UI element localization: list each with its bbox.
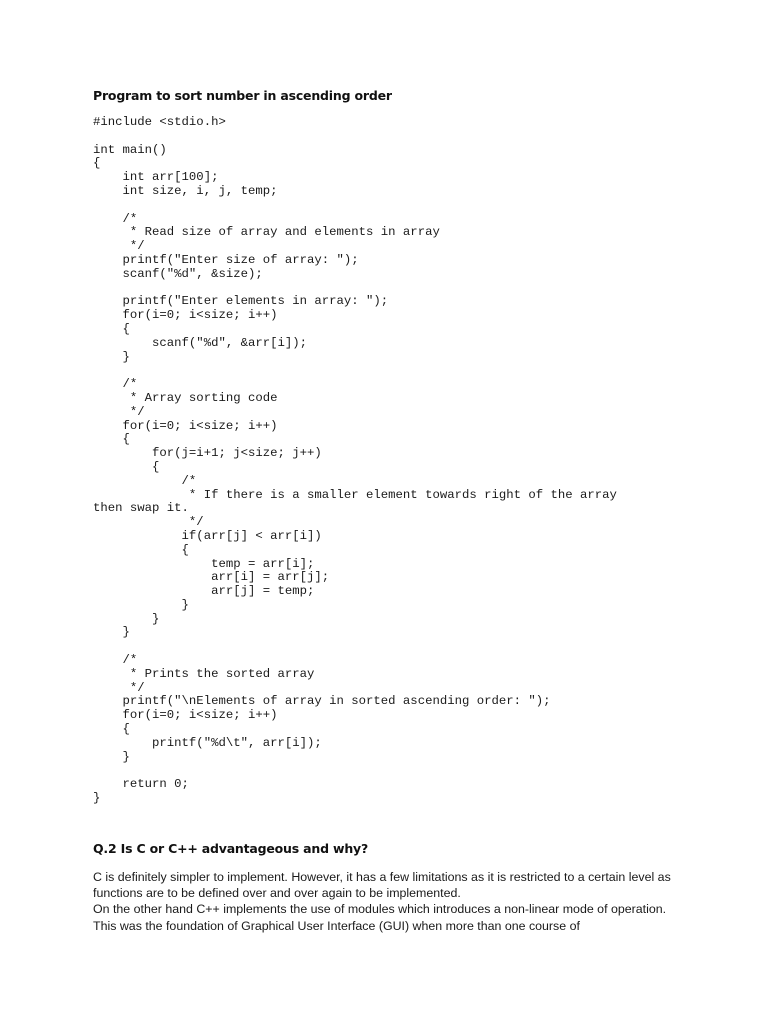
code-line: /* [93,377,138,392]
code-line: then swap it. [93,501,189,516]
code-line: * If there is a smaller element towards right of the array [93,487,617,502]
code-line [93,764,617,778]
code-line: int arr[100]; [93,170,219,185]
paragraph: C is definitely simpler to implement. However, it has a few limitations as it is restricted to a certain level as functions are to be defined over and over again to be implemented. [93,870,671,901]
code-line: { [93,432,130,447]
code-line: } [93,349,130,364]
code-line: printf("Enter size of array: "); [93,252,359,267]
code-line: for(i=0; i<size; i++) [93,308,278,323]
code-line: { [93,321,130,336]
code-line: for(j=i+1; j<size; j++) [93,446,322,461]
code-line: temp = arr[i]; [93,556,315,571]
code-line: /* [93,211,138,226]
code-line: int main() [93,142,167,157]
code-line: { [93,459,160,474]
code-line: * Array sorting code [93,390,278,405]
code-line: */ [93,515,204,530]
code-line: for(i=0; i<size; i++) [93,418,278,433]
code-line: } [93,611,160,626]
code-line: { [93,156,101,171]
answer-text [93,869,673,934]
code-line [93,199,617,213]
code-block [93,116,617,806]
code-line: scanf("%d", &arr[i]); [93,335,308,350]
code-line: if(arr[j] < arr[i]) [93,528,322,543]
code-line: printf("Enter elements in array: "); [93,294,389,309]
paragraph: On the other hand C++ implements the use of modules which introduces a non-linear mode of operation. This was the foundation of Graphical User Interface (GUI) when more than one course of [93,902,667,933]
code-line: } [93,749,130,764]
code-line [93,640,617,654]
code-line [93,130,617,144]
code-line [93,282,617,296]
code-line: int size, i, j, temp; [93,183,278,198]
code-line: /* [93,653,138,668]
code-line: /* [93,473,197,488]
code-line: { [93,722,130,737]
code-line: * Read size of array and elements in array [93,225,440,240]
code-line: for(i=0; i<size; i++) [93,708,278,723]
code-line: arr[i] = arr[j]; [93,570,330,585]
section-title-question-2: Q.2 Is C or C++ advantageous and why? [93,841,369,856]
code-line: scanf("%d", &size); [93,266,263,281]
code-line: return 0; [93,777,189,792]
code-line: { [93,542,189,557]
code-line: } [93,791,101,806]
section-title-sort-program: Program to sort number in ascending order [93,88,392,103]
code-line: */ [93,239,145,254]
code-line: printf("%d\t", arr[i]); [93,735,322,750]
code-line: arr[j] = temp; [93,584,315,599]
code-line: } [93,597,189,612]
code-line: printf("\nElements of array in sorted ascending order: "); [93,694,551,709]
code-line: #include <stdio.h> [93,115,226,129]
code-line: */ [93,404,145,419]
code-line: */ [93,680,145,695]
code-line: } [93,625,130,640]
code-line: * Prints the sorted array [93,666,315,681]
code-line [93,364,617,378]
